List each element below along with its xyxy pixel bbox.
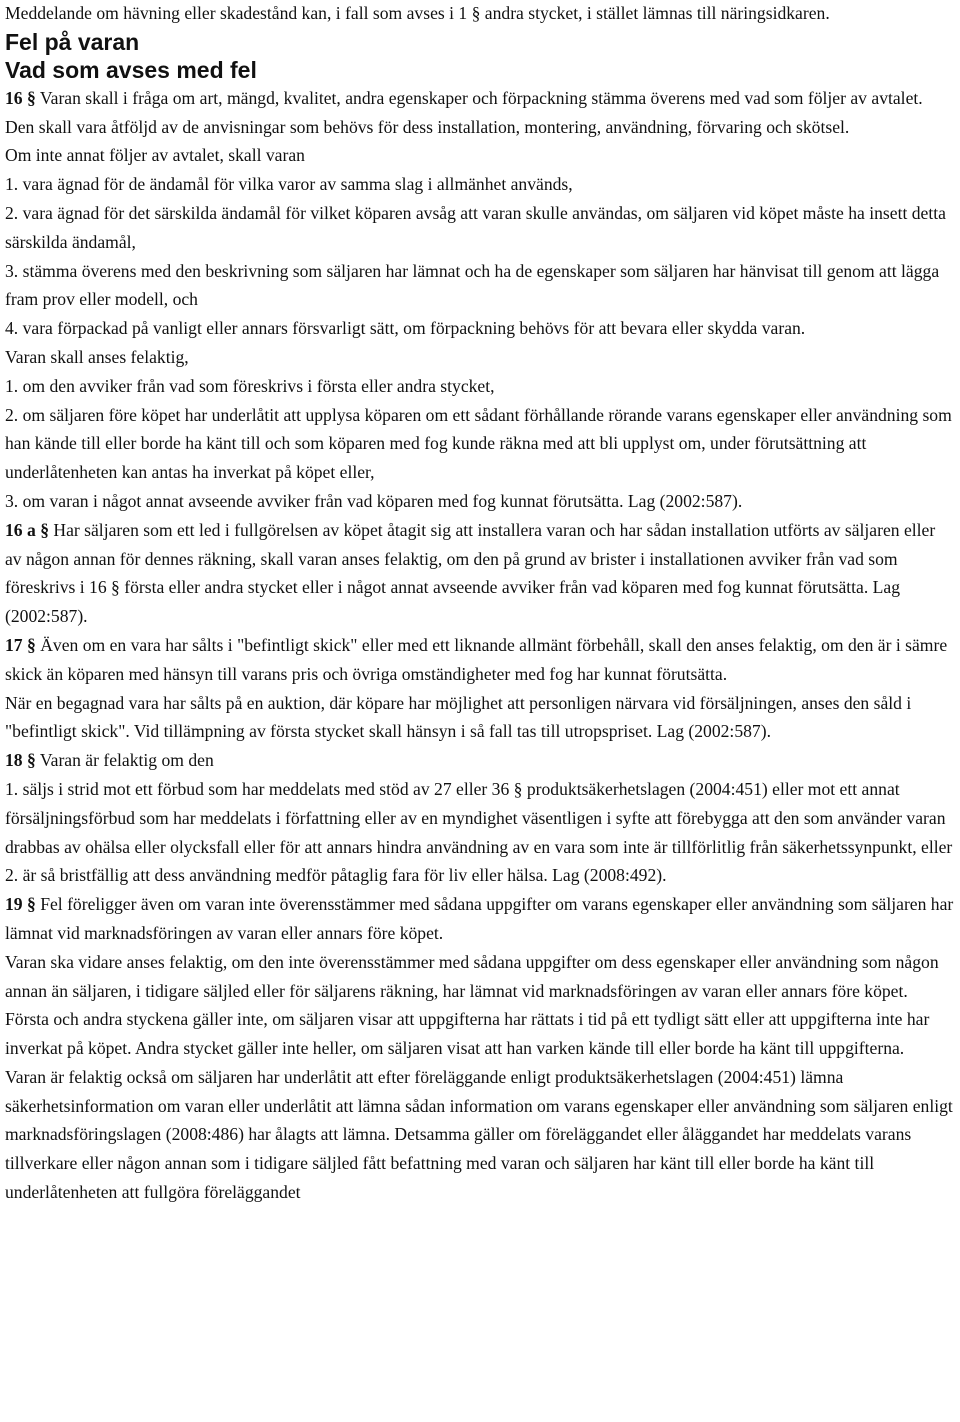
section-text: Varan är felaktig om den [35, 750, 214, 771]
list-item: 3. stämma överens med den beskrivning som säljaren har lämnat och ha de egenskaper som säljaren har hänvisat till genom att lägga fram prov eller modell, och [5, 260, 940, 310]
paragraph: Första och andra styckena gäller inte, om säljaren visar att uppgifterna har rättats i tid på ett tydligt sätt eller att uppgifterna inte har inverkat på köpet. Andra stycket gäller inte heller, om säljaren visat att han varken kände till eller borde ha känt till uppgifterna. [5, 1009, 930, 1059]
list-item: 3. om varan i något annat avseende avviker från vad köparen med fog kunnat förutsätta. Lag (2002:587). [5, 490, 743, 511]
section-number: 18 § [5, 750, 36, 771]
section-16a [5, 516, 954, 631]
paragraph: När en begagnad vara har sålts på en auktion, där köpare har möjlighet att personligen närvara vid försäljningen, anses den såld i "befintligt skick". Vid tillämpning av första stycket skall hänsyn i så fall tas till utropspriset. Lag (2002:587). [5, 692, 912, 742]
list-item: 1. vara ägnad för de ändamål för vilka varor av samma slag i allmänhet används, [5, 174, 573, 195]
section-number: 16 § [5, 87, 36, 108]
list-item: 1. säljs i strid mot ett förbud som har meddelats med stöd av 27 eller 36 § produktsäkerhetslagen (2004:451) eller mot ett annat försäljningsförbud som har meddelats i författning eller av en myndighet väsentligen i syfte att förebygga att den som använder varan drabbas av ohälsa eller olycksfall eller för att annars hindra användning av en vara som inte är tillförlitlig från säkerhetssynpunkt, eller [5, 778, 953, 857]
list-item: 1. om den avviker från vad som föreskrivs i första eller andra stycket, [5, 375, 495, 396]
section-number: 19 § [5, 894, 36, 915]
list-item: 2. är så bristfällig att dess användning medför påtaglig fara för liv eller hälsa. Lag (2008:492). [5, 865, 667, 886]
section-19 [5, 890, 954, 948]
list-item: 2. om säljaren före köpet har underlåtit att upplysa köparen om ett sådant förhållande rörande varans egenskaper eller användning som han kände till eller borde ha känt till och som köparen med fog kunde räkna med att bli upplyst om, under förutsättning att underlåtenheten kan antas ha inverkat på köpet eller, [5, 404, 952, 483]
section-text: Fel föreligger även om varan inte överensstämmer med sådana uppgifter om varans egenskaper eller användning som säljaren har lämnat vid marknadsföringen av varan eller annars före köpet. [5, 894, 954, 943]
section-17 [5, 631, 954, 689]
paragraph: Varan skall anses felaktig, [5, 346, 189, 367]
paragraph: Meddelande om hävning eller skadestånd kan, i fall som avses i 1 § andra stycket, i stället lämnas till näringsidkaren. [5, 3, 830, 23]
paragraph: Varan är felaktig också om säljaren har underlåtit att efter föreläggande enligt produktsäkerhetslagen (2004:451) lämna säkerhetsinformation om varan eller underlåtit att lämna sådan information om varans egenskaper eller användning som säljaren enligt marknadsföringslagen (2008:486) har ålagts att lämna. Detsamma gäller om föreläggandet eller åläggandet har meddelats varans tillverkare eller någon annan som i tidigare säljled fått befattning med varan och säljaren har känt till eller borde ha känt till underlåtenheten att fullgöra föreläggandet [5, 1066, 953, 1203]
paragraph: Om inte annat följer av avtalet, skall varan [5, 145, 305, 166]
section-16 [5, 84, 954, 142]
section-text: Varan skall i fråga om art, mängd, kvalitet, andra egenskaper och förpackning stämma överens med vad som följer av avtalet. Den skall vara åtföljd av de anvisningar som behövs för dess installation, montering, användning, förvaring och skötsel. [5, 87, 923, 137]
section-number: 17 § [5, 634, 36, 655]
section-heading: Vad som avses med fel [5, 56, 257, 83]
section-number: 16 a § [5, 519, 49, 540]
chapter-heading: Fel på varan [5, 28, 140, 55]
section-text: Har säljaren som ett led i fullgörelsen av köpet åtagit sig att installera varan och har sådan installation utförts av säljaren eller av någon annan för dennes räkning, skall varan anses felaktig, om den på grund av brister i installationen avviker från vad som föreskrivs i 16 § första eller andra stycket eller i något annat avseende avviker från vad köparen med fog kunnat förutsätta. Lag (2002:587). [5, 519, 936, 627]
section-text: Även om en vara har sålts i "befintligt skick" eller med ett liknande allmänt förbehåll, skall den anses felaktig, om den är i sämre skick än köparen med hänsyn till varans pris och övriga omständigheter med fog har kunnat förutsätta. [5, 634, 948, 684]
list-item: 2. vara ägnad för det särskilda ändamål för vilket köparen avsåg att varan skulle användas, om säljaren vid köpet måste ha insett detta särskilda ändamål, [5, 202, 946, 252]
paragraph: Varan ska vidare anses felaktig, om den inte överensstämmer med sådana uppgifter om dess egenskaper eller användning som någon annan än säljaren, i tidigare säljled eller för säljarens räkning, har lämnat vid marknadsföringen av varan eller annars före köpet. [5, 951, 939, 1001]
list-item: 4. vara förpackad på vanligt eller annars försvarligt sätt, om förpackning behövs för att bevara eller skydda varan. [5, 318, 806, 339]
section-18 [5, 746, 954, 775]
